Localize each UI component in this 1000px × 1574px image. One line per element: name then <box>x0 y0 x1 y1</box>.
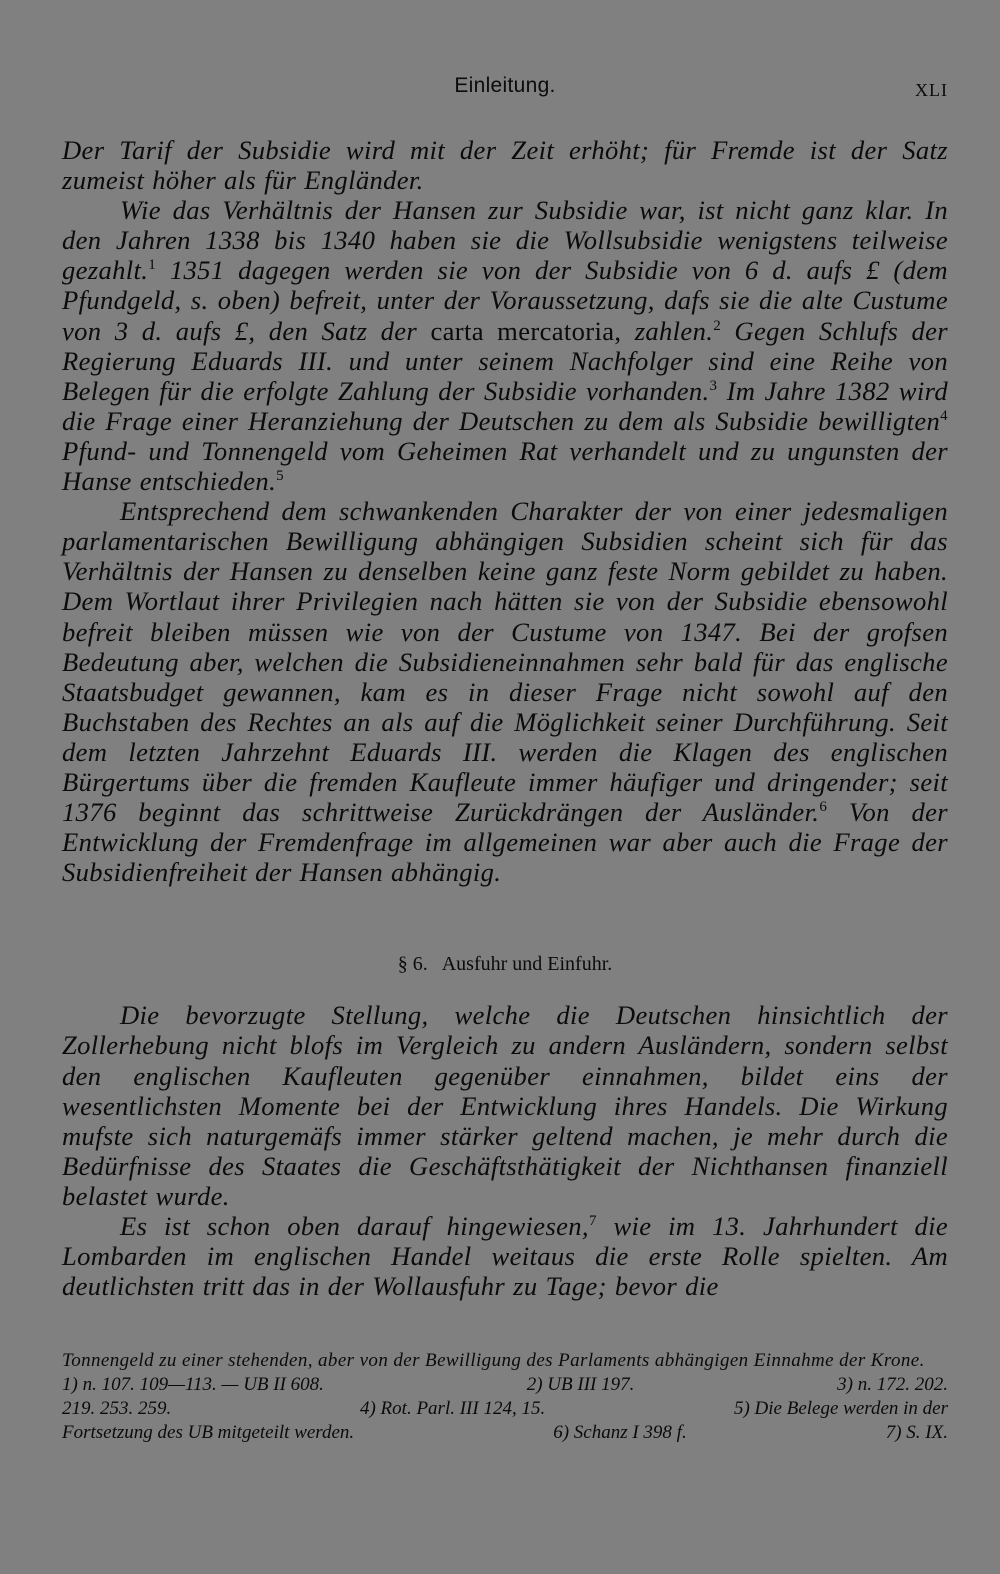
running-head-title: Einleitung. <box>454 74 556 97</box>
footnote-ref: 1 <box>148 257 157 274</box>
footnote-6: 6) Schanz I 398 f. <box>553 1421 687 1443</box>
paragraph: Die bevorzugte Stellung, welche die Deutschen hinsichtlich der Zollerhebung nicht blofs im Vergleich zu andern Ausländern, sondern selbst den englischen Kaufleuten gegenüber einnahmen, bildet eins der wesentlichsten Momente bei der Entwicklung ihres Handels. Die Wirkung mufste sich naturgemäfs immer stärker geltend machen, je mehr durch die Bedürfnisse des Staates die Geschäftsthätigkeit der Nichthansen finanziell belastet wurde. <box>62 1000 948 1211</box>
footnote-4: 4) Rot. Parl. III 124, 15. <box>359 1397 546 1419</box>
running-head <box>62 70 948 110</box>
page-number: XLI <box>915 80 948 100</box>
footnote-7: 7) S. IX. <box>885 1421 948 1443</box>
footnotes <box>62 1349 948 1444</box>
footnote-ref: 3 <box>709 377 718 394</box>
footnote-5: 5) Die Belege werden in der <box>733 1397 948 1419</box>
footnote-2: 2) UB III 197. <box>526 1374 635 1396</box>
footnote-ref: 2 <box>713 317 722 334</box>
footnote-row <box>62 1373 948 1397</box>
footnote-carryover: Tonnengeld zu einer stehenden, aber von der Bewilligung des Parlaments abhängigen Einnahme der Krone. <box>62 1350 925 1372</box>
footnote-ref: 6 <box>819 799 828 816</box>
footnote-5-cont: Fortsetzung des UB mitgeteilt werden. <box>62 1421 355 1443</box>
body-text-lower <box>62 1000 948 1301</box>
page <box>62 70 948 1444</box>
section-heading <box>62 953 948 976</box>
paragraph: Entsprechend dem schwankenden Charakter der von einer jedesmaligen parlamentarischen Bewilligung abhängigen Subsidien scheint sich für das Verhältnis der Hansen zu denselben keine ganz feste Norm gebildet zu haben. Dem Wortlaut ihrer Privilegien nach hätten sie von der Subsidie ebensowohl befreit bleiben müssen wie von der Custume von 1347. Bei der grofsen Bedeutung aber, welchen die Subsidieneinnahmen sehr bald für das englische Staatsbudget gewannen, kam es in dieser Frage nicht sowohl auf den Buchstaben des Rechtes an als auf die Möglichkeit seiner Durchführung. Seit dem letzten Jahrzehnt Eduards III. werden die Klagen des englischen Bürgertums über die fremden Kaufleute immer häufiger und dringender; seit 1376 beginnt das schrittweise Zurückdrängen der Ausländer.$^6$ Von der Entwicklung der Fremdenfrage im allgemeinen war aber auch die Frage der Subsidienfreiheit der Hansen abhängig. <box>62 496 949 888</box>
paragraph: Es ist schon oben darauf hingewiesen,$^7$ wie im 13. Jahrhundert die Lombarden im englischen Handel weitaus die erste Rolle spielten. Am deutlichsten tritt das in der Wollausfuhr zu Tage; bevor die <box>62 1211 948 1302</box>
footnote-row <box>62 1397 948 1421</box>
footnote-row <box>62 1421 948 1445</box>
footnote-ref: 7 <box>588 1213 597 1229</box>
section-title: Ausfuhr und Einfuhr. <box>441 953 613 976</box>
footnote-1: 1) n. 107. 109—113. — UB II 608. <box>62 1374 324 1396</box>
paragraph: Wie das Verhältnis der Hansen zur Subsidie war, ist nicht ganz klar. In den Jahren 1338 bis 1340 haben sie die Wollsubsidie wenigstens teilweise gezahlt.$^1$ 1351 dagegen werden sie von der Subsidie von 6 d. aufs £ (dem Pfundgeld, s. oben) befreit, unter der Voraussetzung, dafs sie die alte Custume von 3 d. aufs £, den Satz der carta mercatoria, zahlen.$^2$ Gegen Schlufs der Regierung Eduards III. und unter seinem Nachfolger sind eine Reihe von Belegen für die erfolgte Zahlung der Subsidie vorhanden.$^3$ Im Jahre 1382 wird die Frage einer Heranziehung der Deutschen zu dem als Subsidie bewilligten$^4$ Pfund- und Tonnengeld vom Geheimen Rat verhandelt und zu ungunsten der Hanse entschieden.$^5$ <box>62 195 948 497</box>
footnote-ref: 4 <box>940 407 948 424</box>
section-number: § 6. <box>397 953 428 976</box>
footnote-3-cont: 219. 253. 259. <box>62 1397 172 1419</box>
paragraph: Der Tarif der Subsidie wird mit der Zeit erhöht; für Fremde ist der Satz zumeist höher als für Engländer. <box>62 135 948 196</box>
body-text-upper <box>62 135 948 887</box>
footnote-ref: 5 <box>276 468 284 485</box>
footnote-3: 3) n. 172. 202. <box>837 1374 948 1396</box>
